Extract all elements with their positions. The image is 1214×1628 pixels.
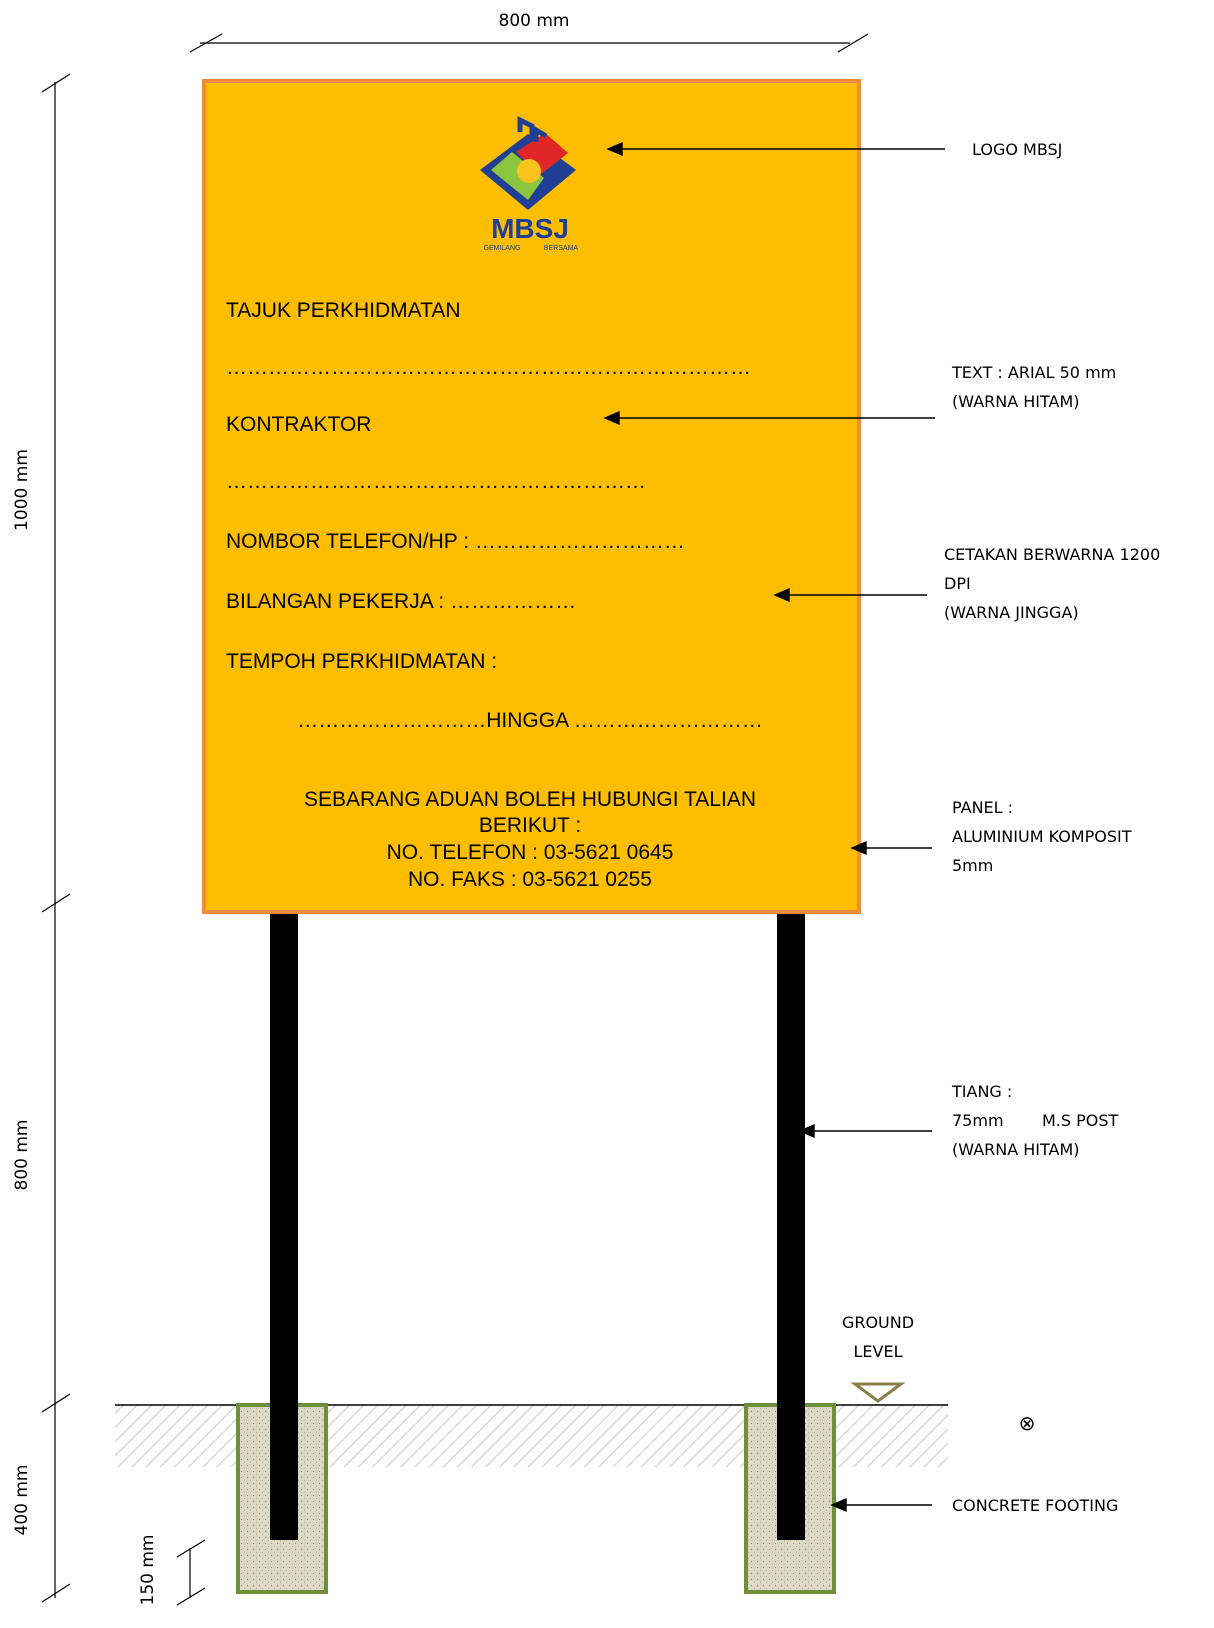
footing-base-dimension [177,1540,205,1605]
post-spec-note-2a: 75mm [952,1111,1004,1130]
text-spec-note-1: TEXT : ARIAL 50 mm [952,363,1117,382]
post-right [777,908,805,1540]
ground-level-marker [855,1384,901,1401]
panel-spec-note-2: ALUMINIUM KOMPOSIT [952,827,1132,846]
service-title-label: TAJUK PERKHIDMATAN [226,299,461,322]
fax-number: NO. FAKS : 03-5621 0255 [408,868,652,891]
cross-symbol: ⊗ [1018,1411,1036,1435]
footing-depth-label: 400 mm [12,1464,32,1536]
footing-note: CONCRETE FOOTING [952,1496,1119,1515]
print-spec-note-3: (WARNA JINGGA) [944,603,1079,622]
logo-wordmark: MBSJ [491,213,569,244]
post-spec-note-2b: M.S POST [1042,1111,1119,1130]
service-title-dots: ………………………………………………………………… [226,356,751,379]
workers-field: BILANGAN PEKERJA : ……………… [226,590,577,613]
post-spec-note-1: TIANG : [952,1082,1013,1101]
service-period-range: ………………………HINGGA ……………………… [297,709,763,732]
width-dimension [190,34,868,52]
contractor-dots: …………………………………………………… [226,470,646,493]
phone-field: NOMBOR TELEFON/HP : ………………………… [226,530,685,553]
print-spec-note-2: DPI [944,574,971,593]
print-spec-note-1: CETAKAN BERWARNA 1200 [944,545,1161,564]
post-spec-note-3: (WARNA HITAM) [952,1140,1080,1159]
telephone-number: NO. TELEFON : 03-5621 0645 [386,841,674,864]
post-height-label: 800 mm [12,1119,32,1191]
complaint-line-1: SEBARANG ADUAN BOLEH HUBUNGI TALIAN [303,788,757,811]
logo-note: LOGO MBSJ [972,140,1063,159]
contractor-label: KONTRAKTOR [226,413,372,436]
logo-tagline-right: BERSAMA [543,245,579,252]
panel-spec-note-3: 5mm [952,856,994,875]
panel-height-label: 1000 mm [12,449,32,531]
logo-tagline-left: GEMILANG [483,245,521,252]
text-spec-note-2: (WARNA HITAM) [952,392,1080,411]
footing-base-label: 150 mm [138,1534,158,1606]
height-dimension-line [42,74,70,1602]
width-dimension-label: 800 mm [498,11,570,31]
ground-level-note-2: LEVEL [853,1342,903,1361]
service-period-label: TEMPOH PERKHIDMATAN : [226,650,498,673]
complaint-line-2: BERIKUT : [478,814,582,837]
ground-level-note-1: GROUND [841,1313,915,1332]
panel-spec-note-1: PANEL : [952,798,1014,817]
post-left [270,908,298,1540]
